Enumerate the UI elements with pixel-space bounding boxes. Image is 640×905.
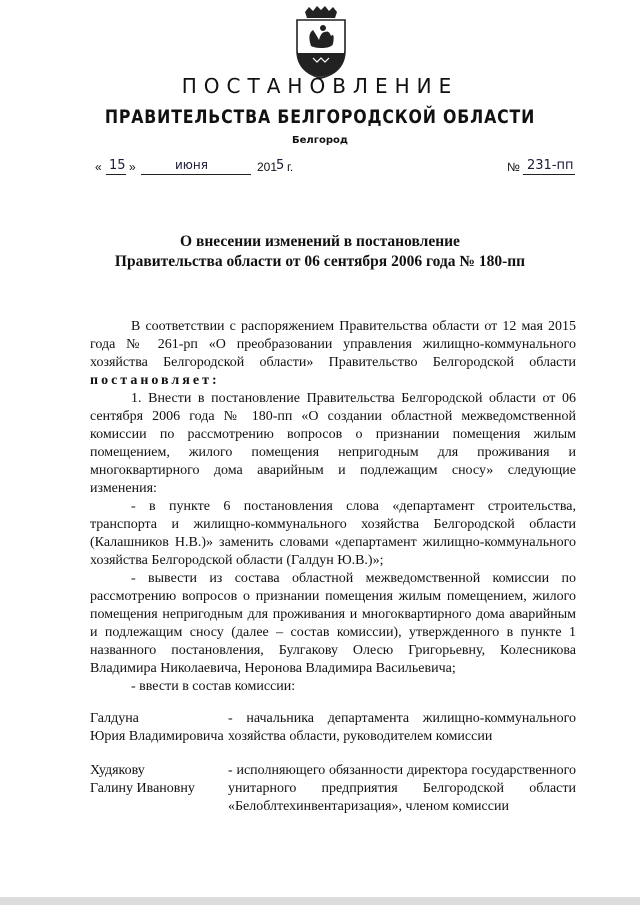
month-underline [141,174,251,175]
roster-name [90,710,228,746]
page-edge [0,897,640,905]
date-month: июня [175,158,208,172]
paragraph-change-1: - в пункте 6 постановления слова «департамент строительства, транспорта и жилищно-коммунального хозяйства Белгородской области (Калашников Н.В.)» заменить словами «департамент жилищно-коммунального хозяйства Белгородской области (Галдун Ю.В.)»; [90,499,576,568]
issuing-authority-heading: ПРАВИТЕЛЬСТВА БЕЛГОРОДСКОЙ ОБЛАСТИ [104,106,536,128]
roster-role: - начальника департамента жилищно-коммунального хозяйства области, руководителем комиссии [228,711,576,744]
commission-roster [90,710,576,832]
paragraph-preamble [90,318,576,390]
roster-name [90,762,228,816]
date-number-line [95,160,615,180]
roster-given-names: Юрия Владимировича [90,729,224,744]
number-label: № [507,160,520,174]
preamble-text: В соответствии с распоряжением Правительства области от 12 мая 2015 года № 261-рп «О преобразовании управления жилищно-коммунального хозяйства Белгородской области» Правительство Белгородской области [90,319,576,370]
paragraph-change-3: - ввести в состав комиссии: [131,679,296,694]
date-year-digit: 5 [276,158,285,173]
document-type-heading: ПОСТАНОВЛЕНИЕ [181,74,459,98]
date-year-suffix: г. [287,160,294,174]
paragraph-change-2: - вывести из состава областной межведомственной комиссии по рассмотрению вопросов о признании помещения жилым помещением, жилого помещения непригодным для проживания и многоквартирного дома аварийным и подлежащим сносу (далее – состав комиссии), утвержденного в пункте 1 названного постановления, Булгакову Олесю Григорьевну, Колесникова Владимира Николаевича, Неронова Владимира Васильевича; [90,571,576,676]
date-day: 15 [109,158,126,173]
roster-surname: Худякову [90,763,145,778]
roster-row [90,710,576,746]
date-year-prefix: 201 [257,160,278,174]
roster-surname: Галдуна [90,711,139,726]
document-body [90,318,576,696]
roster-given-names: Галину Ивановну [90,781,195,796]
day-underline [106,174,126,175]
number-underline [523,174,575,175]
title-line-1: О внесении изменений в постановление [180,233,460,250]
paragraph-item-1: 1. Внести в постановление Правительства Белгородской области от 06 сентября 2006 года № 180-пп «О создании областной межведомственной комиссии по рассмотрению вопросов о признании помещения жилым помещением, жилого помещения непригодным для проживания и многоквартирного дома аварийным и подлежащим сносу» следующие изменения: [90,391,576,496]
coat-of-arms-emblem [291,6,351,80]
document-title [60,232,580,272]
city-label: Белгород [292,135,348,146]
roster-row [90,762,576,816]
date-close-quote: » [129,160,136,174]
title-line-2: Правительства области от 06 сентября 2006 года № 180-пп [114,253,526,270]
roster-role: - исполняющего обязанности директора государственного унитарного предприятия Белгородской области «Белоблтехинвентаризация», членом комиссии [228,763,576,814]
document-number: 231-пп [527,158,574,173]
date-open-quote: « [95,160,102,174]
resolution-keyword: постановляет: [90,373,220,388]
